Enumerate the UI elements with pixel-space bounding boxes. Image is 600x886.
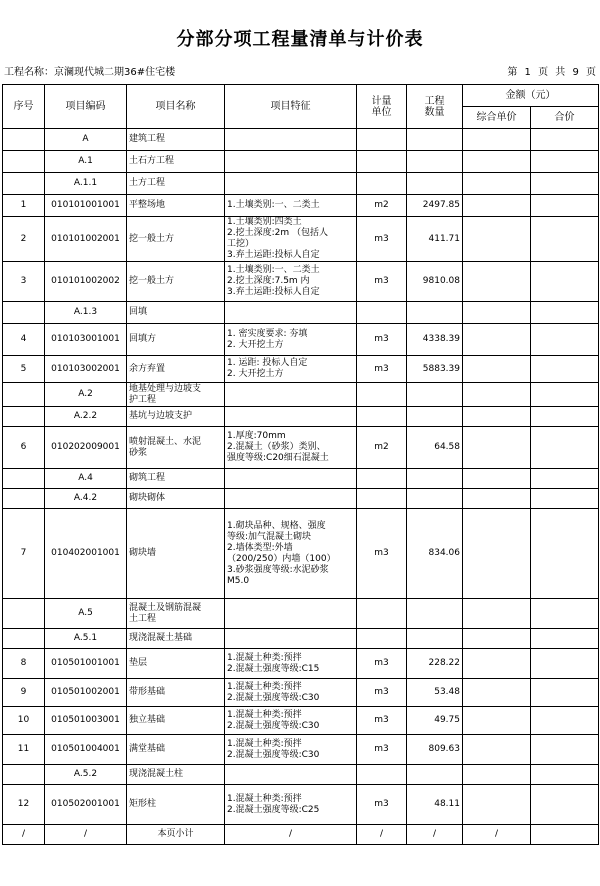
row-unit (357, 599, 407, 629)
row-feature (225, 383, 357, 407)
row-seq: 10 (3, 707, 45, 735)
row-name: 挖一般土方 (127, 217, 225, 262)
row-qty (407, 489, 463, 509)
table-row (3, 217, 599, 262)
table-row (3, 489, 599, 509)
row-code: 010103002001 (45, 356, 127, 383)
row-seq: 2 (3, 217, 45, 262)
row-unit-price (463, 785, 531, 825)
row-total (531, 785, 599, 825)
row-feature: 1.土壤类别:四类土 2.挖土深度:2m （包括人 工挖） 3.弃土运距:投标人自定 (225, 217, 357, 262)
row-code: 010103001001 (45, 324, 127, 356)
row-seq (3, 765, 45, 785)
row-feature: 1.混凝土种类:预拌 2.混凝土强度等级:C30 (225, 679, 357, 707)
table-row (3, 785, 599, 825)
row-name: 混凝土及钢筋混凝 土工程 (127, 599, 225, 629)
table-row (3, 679, 599, 707)
row-code: 010101002002 (45, 262, 127, 302)
table-row (3, 509, 599, 599)
row-feature (225, 173, 357, 195)
row-code: A.2.2 (45, 407, 127, 427)
row-unit (357, 629, 407, 649)
row-unit (357, 151, 407, 173)
row-unit-price (463, 151, 531, 173)
row-qty: 809.63 (407, 735, 463, 765)
row-seq (3, 489, 45, 509)
table-row (3, 262, 599, 302)
row-name: 土方工程 (127, 173, 225, 195)
row-feature: 1.混凝土种类:预拌 2.混凝土强度等级:C15 (225, 649, 357, 679)
row-name: 垫层 (127, 649, 225, 679)
row-unit (357, 407, 407, 427)
row-total (531, 509, 599, 599)
row-code: A.4 (45, 469, 127, 489)
row-name: 现浇混凝土基础 (127, 629, 225, 649)
row-seq (3, 407, 45, 427)
row-feature (225, 629, 357, 649)
row-name: 回填方 (127, 324, 225, 356)
row-seq (3, 129, 45, 151)
row-unit-price (463, 173, 531, 195)
row-feature (225, 489, 357, 509)
row-unit-price (463, 195, 531, 217)
row-unit (357, 383, 407, 407)
row-total (531, 217, 599, 262)
row-total (531, 629, 599, 649)
row-qty (407, 151, 463, 173)
row-qty (407, 599, 463, 629)
row-feature (225, 151, 357, 173)
table-row (3, 649, 599, 679)
row-unit-price (463, 356, 531, 383)
table-row (3, 599, 599, 629)
row-unit: m2 (357, 427, 407, 469)
row-qty: 834.06 (407, 509, 463, 599)
table-row (3, 629, 599, 649)
footer-empty (531, 825, 599, 845)
table-row (3, 707, 599, 735)
row-code: 010101001001 (45, 195, 127, 217)
row-total (531, 427, 599, 469)
row-feature (225, 469, 357, 489)
row-code: 010501004001 (45, 735, 127, 765)
row-name: 平整场地 (127, 195, 225, 217)
row-total (531, 765, 599, 785)
row-seq: 5 (3, 356, 45, 383)
row-name: 砌块砌体 (127, 489, 225, 509)
row-code: 010101002001 (45, 217, 127, 262)
row-name: 挖一般土方 (127, 262, 225, 302)
bill-table-body (3, 129, 599, 825)
row-seq (3, 629, 45, 649)
row-unit (357, 302, 407, 324)
row-seq (3, 151, 45, 173)
row-name: 建筑工程 (127, 129, 225, 151)
row-seq: 8 (3, 649, 45, 679)
row-unit-price (463, 217, 531, 262)
row-qty (407, 765, 463, 785)
row-unit (357, 129, 407, 151)
row-feature (225, 407, 357, 427)
row-total (531, 129, 599, 151)
row-feature (225, 129, 357, 151)
row-seq: 4 (3, 324, 45, 356)
row-name: 喷射混凝土、水泥 砂浆 (127, 427, 225, 469)
row-feature (225, 765, 357, 785)
row-code: 010402001001 (45, 509, 127, 599)
row-feature: 1.土壤类别:一、二类土 2.挖土深度:7.5m 内 3.弃土运距:投标人自定 (225, 262, 357, 302)
page-info: 第 1 页 共 9 页 (507, 67, 596, 78)
row-unit: m3 (357, 324, 407, 356)
row-seq: 7 (3, 509, 45, 599)
row-code: A.5.2 (45, 765, 127, 785)
row-total (531, 649, 599, 679)
bill-table (2, 84, 599, 845)
row-total (531, 262, 599, 302)
row-code: A.5.1 (45, 629, 127, 649)
row-total (531, 151, 599, 173)
row-seq: 3 (3, 262, 45, 302)
row-unit-price (463, 509, 531, 599)
row-unit-price (463, 383, 531, 407)
row-seq (3, 383, 45, 407)
row-unit (357, 173, 407, 195)
row-qty: 4338.39 (407, 324, 463, 356)
footer-slash: / (45, 825, 127, 845)
header-feature: 项目特征 (225, 85, 357, 129)
header-unit-price: 综合单价 (463, 107, 531, 129)
header-name: 项目名称 (127, 85, 225, 129)
header-unit: 计量 单位 (357, 85, 407, 129)
row-qty (407, 383, 463, 407)
table-row (3, 173, 599, 195)
row-unit-price (463, 324, 531, 356)
row-qty: 48.11 (407, 785, 463, 825)
table-row (3, 735, 599, 765)
row-unit: m3 (357, 509, 407, 599)
row-total (531, 324, 599, 356)
row-seq (3, 173, 45, 195)
row-name: 土石方工程 (127, 151, 225, 173)
row-code: 010202009001 (45, 427, 127, 469)
row-unit-price (463, 679, 531, 707)
row-unit: m3 (357, 217, 407, 262)
row-qty (407, 173, 463, 195)
row-total (531, 195, 599, 217)
table-row (3, 324, 599, 356)
row-unit-price (463, 599, 531, 629)
row-seq: 12 (3, 785, 45, 825)
row-code: A (45, 129, 127, 151)
row-code: 010501002001 (45, 679, 127, 707)
row-unit: m3 (357, 735, 407, 765)
row-total (531, 356, 599, 383)
row-seq: 11 (3, 735, 45, 765)
row-feature: 1.混凝土种类:预拌 2.混凝土强度等级:C30 (225, 735, 357, 765)
row-qty: 5883.39 (407, 356, 463, 383)
row-unit-price (463, 302, 531, 324)
row-total (531, 407, 599, 427)
row-total (531, 599, 599, 629)
row-unit-price (463, 735, 531, 765)
row-code: 010502001001 (45, 785, 127, 825)
row-feature: 1.混凝土种类:预拌 2.混凝土强度等级:C30 (225, 707, 357, 735)
row-feature: 1. 密实度要求: 夯填 2. 大开挖土方 (225, 324, 357, 356)
row-code: A.5 (45, 599, 127, 629)
row-total (531, 469, 599, 489)
row-code: A.1.1 (45, 173, 127, 195)
row-qty: 411.71 (407, 217, 463, 262)
row-name: 回填 (127, 302, 225, 324)
row-code: A.4.2 (45, 489, 127, 509)
row-code: A.1 (45, 151, 127, 173)
row-qty: 53.48 (407, 679, 463, 707)
row-qty (407, 407, 463, 427)
row-code: 010501003001 (45, 707, 127, 735)
row-name: 砌块墙 (127, 509, 225, 599)
row-total (531, 173, 599, 195)
row-seq: 1 (3, 195, 45, 217)
row-feature: 1.土壤类别:一、二类土 (225, 195, 357, 217)
row-name: 矩形柱 (127, 785, 225, 825)
row-feature (225, 599, 357, 629)
row-total (531, 735, 599, 765)
row-name: 砌筑工程 (127, 469, 225, 489)
row-name: 地基处理与边坡支 护工程 (127, 383, 225, 407)
table-row (3, 195, 599, 217)
row-unit-price (463, 427, 531, 469)
row-total (531, 302, 599, 324)
row-seq (3, 469, 45, 489)
row-total (531, 707, 599, 735)
footer-slash: / (357, 825, 407, 845)
row-unit-price (463, 765, 531, 785)
header-amount: 金额（元） (463, 85, 599, 107)
row-total (531, 383, 599, 407)
row-feature: 1. 运距: 投标人自定 2. 大开挖土方 (225, 356, 357, 383)
row-unit: m2 (357, 195, 407, 217)
row-seq: 9 (3, 679, 45, 707)
row-unit: m3 (357, 785, 407, 825)
table-row (3, 356, 599, 383)
row-qty: 49.75 (407, 707, 463, 735)
footer-slash: / (463, 825, 531, 845)
table-row (3, 427, 599, 469)
footer-slash: / (225, 825, 357, 845)
row-qty: 9810.08 (407, 262, 463, 302)
header-code: 项目编码 (45, 85, 127, 129)
footer-slash: / (407, 825, 463, 845)
row-name: 余方弃置 (127, 356, 225, 383)
row-unit-price (463, 407, 531, 427)
row-feature: 1.厚度:70mm 2.混凝土（砂浆）类别、 强度等级:C20细石混凝土 (225, 427, 357, 469)
row-qty (407, 469, 463, 489)
footer-slash: / (3, 825, 45, 845)
row-seq: 6 (3, 427, 45, 469)
row-qty (407, 129, 463, 151)
row-feature: 1.砌块品种、规格、强度 等级:加气混凝土砌块 2.墙体类型:外墙 （200/250）内墙（100） 3.砂浆强度等级:水泥砂浆 M5.0 (225, 509, 357, 599)
row-unit (357, 469, 407, 489)
row-name: 满堂基础 (127, 735, 225, 765)
row-name: 独立基础 (127, 707, 225, 735)
row-code: A.1.3 (45, 302, 127, 324)
row-qty: 2497.85 (407, 195, 463, 217)
table-row (3, 302, 599, 324)
table-row (3, 765, 599, 785)
row-seq (3, 599, 45, 629)
row-unit (357, 765, 407, 785)
row-qty: 64.58 (407, 427, 463, 469)
row-qty (407, 629, 463, 649)
row-feature: 1.混凝土种类:预拌 2.混凝土强度等级:C25 (225, 785, 357, 825)
row-unit-price (463, 649, 531, 679)
row-unit: m3 (357, 356, 407, 383)
table-row (3, 151, 599, 173)
header-qty: 工程 数量 (407, 85, 463, 129)
footer-subtotal: 本页小计 (127, 825, 225, 845)
table-row (3, 383, 599, 407)
row-unit: m3 (357, 707, 407, 735)
row-code: 010501001001 (45, 649, 127, 679)
table-row (3, 129, 599, 151)
row-unit: m3 (357, 649, 407, 679)
table-row (3, 469, 599, 489)
row-unit-price (463, 129, 531, 151)
header-seq: 序号 (3, 85, 45, 129)
row-unit-price (463, 262, 531, 302)
row-unit-price (463, 707, 531, 735)
row-total (531, 679, 599, 707)
row-name: 带形基础 (127, 679, 225, 707)
header-total: 合价 (531, 107, 599, 129)
row-unit: m3 (357, 262, 407, 302)
row-unit: m3 (357, 679, 407, 707)
page-title: 分部分项工程量清单与计价表 (176, 29, 424, 50)
row-code: A.2 (45, 383, 127, 407)
row-seq (3, 302, 45, 324)
row-unit (357, 489, 407, 509)
row-unit-price (463, 489, 531, 509)
table-row (3, 407, 599, 427)
row-total (531, 489, 599, 509)
row-unit-price (463, 469, 531, 489)
project-name: 工程名称：京澜现代城二期36#住宅楼 (4, 67, 176, 78)
row-name: 现浇混凝土柱 (127, 765, 225, 785)
row-unit-price (463, 629, 531, 649)
row-qty: 228.22 (407, 649, 463, 679)
row-feature (225, 302, 357, 324)
row-qty (407, 302, 463, 324)
row-name: 基坑与边坡支护 (127, 407, 225, 427)
